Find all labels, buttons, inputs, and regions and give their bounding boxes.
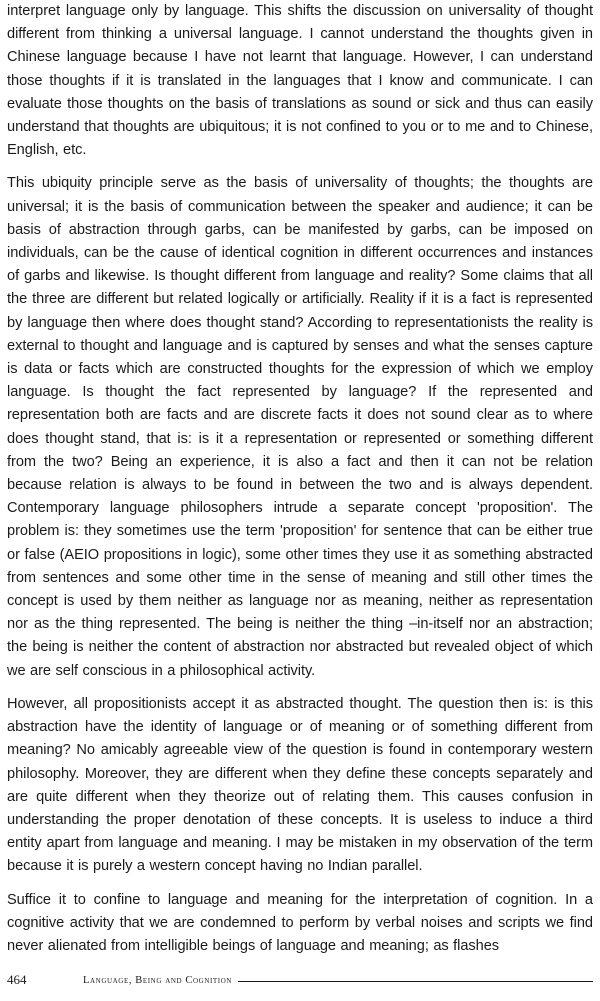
paragraph-4: Suffice it to confine to language and meaning for the interpretation of cognition. In a cognitive activity that we are condemned to perform by verbal noises and scripts we find never alienated from intelligible beings of language and meaning; as flashes — [7, 891, 593, 954]
running-title: Language, Being and Cognition — [83, 974, 233, 986]
paragraph-3: However, all propositionists accept it as abstracted thought. The question then is: is this abstraction have the identity of language or of meaning or of something different from meaning? No amicably agreeable view of the question is found in contemporary western philosophy. Moreover, they are different when they define these concepts separately and are quite different when they theorize out of relating them. This causes confusion in understanding the proper denotation of these concepts. It is useless to induce a third entity apart from language and meaning. I may be mistaken in my observation of the term because it is purely a western concept having no Indian parallel. — [7, 695, 593, 875]
page-number: 464 — [7, 972, 27, 987]
paragraph-2: This ubiquity principle serve as the basis of universality of thoughts; the thoughts are universal; it is the basis of communication between the speaker and audience; it can be basis of abstraction through garbs, can be manifested by garbs, can be imposed on individuals, can be the cause of identical cognition in different occurrences and instances of garbs and likewise. Is thought different from language and reality? Some claims that all the three are different but related logically or artificially. Reality if it is a fact is represented by language then where does thought stand? According to representationists the reality is external to thought and language and is captured by senses and what the senses capture is data or facts which are constructed thoughts for the expression of which we employ language. Is thought the fact represented by language? If the represented and representation both are facts and are discrete facts it does not sound clear as to where does thought stand, that is: is it a representation or represented or something different from the two? Being an experience, it is also a fact and then it can not be relation because relation is always to be found in between the two and is always dependent. Contemporary language philosophers intrude a separate concept 'proposition'. The problem is: they sometimes use the term 'proposition' for sentence that can be either true or false (AEIO propositions in logic), some other times they use it as something abstracted from sentences and some other time in the sense of meaning and still other times the concept is used by them neither as language nor as meaning, neither as representation nor as the thing represented. The being is neither the thing –in-itself nor an abstraction; the being is neither the content of abstraction nor abstracted but revealed object of which we are self conscious in a philosophical activity. — [7, 175, 593, 679]
footer-rule — [238, 981, 593, 982]
paragraph-1: interpret language only by language. This shifts the discussion on universality of thought different from thinking a universal language. I cannot understand the thoughts given in Chinese language because I have not learnt that language. However, I can understand those thoughts if it is translated in the languages that I know and communicate. I can evaluate those thoughts on the basis of translations as sound or sick and thus can easily understand that thoughts are ubiquitous; it is not confined to you or to me and to Chinese, English, etc. — [7, 3, 593, 159]
body-text — [7, 0, 593, 958]
page-footer — [7, 968, 593, 992]
book-page — [7, 0, 593, 1001]
